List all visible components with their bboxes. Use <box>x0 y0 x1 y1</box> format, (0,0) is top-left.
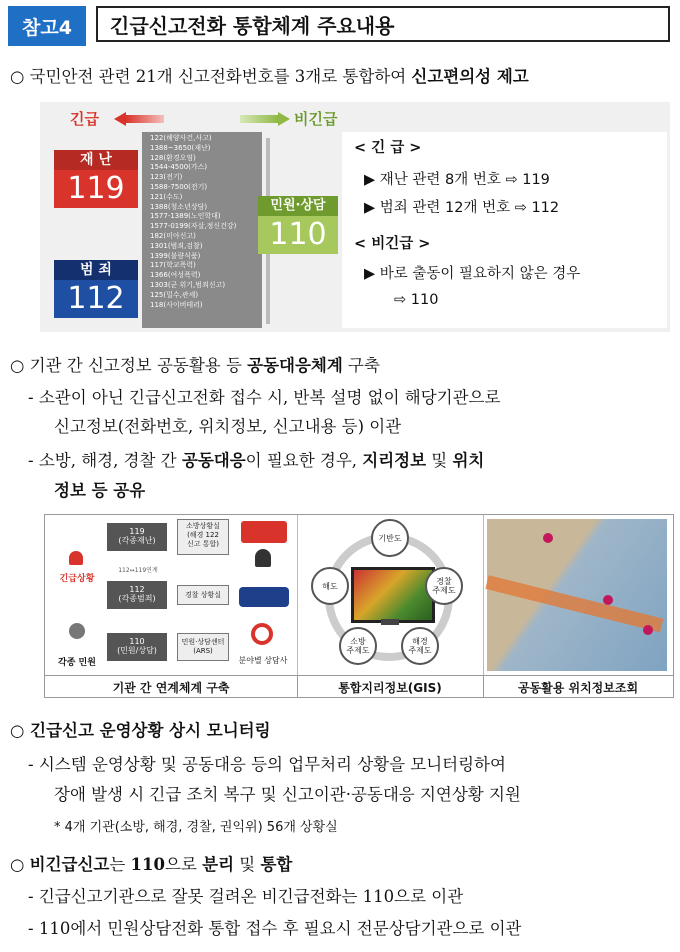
bullet: ○ <box>10 67 25 86</box>
section1-heading <box>10 64 529 90</box>
siren-icon <box>69 551 83 565</box>
list-item: 1301(범죄,검찰) <box>150 241 203 250</box>
text: - 소방, 해경, 경찰 간 <box>28 451 182 470</box>
section1-text: 국민안전 관련 21개 신고전화번호를 3개로 통합하여 <box>29 67 412 86</box>
gis-map-monitor <box>351 567 435 623</box>
section2-text: 기관 간 신고정보 공동활용 등 <box>29 356 248 375</box>
section2-detail: - 소관이 아닌 긴급신고전화 접수 시, 반복 설명 없이 해당기관으로 <box>28 388 501 407</box>
text: 및 <box>426 451 453 470</box>
emphasis: 공동대응 <box>181 451 246 470</box>
text: 으로 <box>165 855 203 874</box>
bullet: ○ <box>10 721 25 740</box>
list-item: 1577-1389(노인학대) <box>150 212 221 221</box>
emphasis: 지리정보 <box>362 451 427 470</box>
list-item: 1388(청소년상담) <box>150 202 208 211</box>
list-item: 1366(여성폭력) <box>150 271 201 280</box>
section2-detail: 정보 등 공유 <box>54 481 146 500</box>
list-item: 117(학교폭력) <box>150 261 196 270</box>
list-item: 128(환경오염) <box>150 153 196 162</box>
list-item: 1303(군 위기,범죄신고) <box>150 280 226 289</box>
map-pin-icon <box>603 595 613 605</box>
link-label: 112↔119연계 <box>118 567 158 574</box>
civil-complaint-label: 각종 민원 <box>58 658 96 668</box>
summary-item: ⇨ 110 <box>394 292 439 308</box>
section2-detail: 신고정보(전화번호, 위치정보, 신고내용 등) 이관 <box>54 417 402 436</box>
map-pin-icon <box>643 625 653 635</box>
page-title: 긴급신고전화 통합체계 주요내용 <box>96 6 670 42</box>
linkage-panel <box>45 515 298 675</box>
fire-theme-node: 소방 주제도 <box>339 627 377 665</box>
text: 및 <box>234 855 261 874</box>
emergency-heading: < 긴 급 > <box>354 140 422 156</box>
arrow-shaft <box>126 115 164 123</box>
text: 이 필요한 경우, <box>245 451 363 470</box>
bullet: ○ <box>10 855 25 874</box>
gis-panel <box>297 515 484 675</box>
list-item: 118(사이버테러) <box>150 300 203 309</box>
police-control-room-box: 경찰 상황실 <box>177 585 229 605</box>
number-integration-figure <box>40 102 670 332</box>
person-icon <box>69 623 85 639</box>
section3-title: 긴급신고 운영상황 상시 모니터링 <box>30 721 271 740</box>
list-item: 1577-0199(자살,정신건강) <box>150 222 237 231</box>
base-map-node: 기반도 <box>371 519 409 557</box>
police-car-icon <box>239 587 289 607</box>
list-item: 121(수도) <box>150 192 183 201</box>
reference-tag: 참고4 <box>8 6 86 46</box>
disaster-number: 119 <box>54 170 138 208</box>
section3-footnote: * 4개 기관(소방, 해경, 경찰, 권익위) 56개 상황실 <box>54 820 338 835</box>
civil-number: 110 <box>258 216 338 254</box>
caption-location: 공동활용 위치정보조회 <box>483 675 673 698</box>
section4-detail: - 110에서 민원상담전화 통합 접수 후 필요시 전문상담기관으로 이관 <box>28 919 522 938</box>
summary-item: ▶ 바로 출동이 필요하지 않은 경우 <box>364 266 581 282</box>
police-officer-icon <box>255 549 271 567</box>
caption-linkage: 기관 간 연계체계 구축 <box>45 675 298 698</box>
crime-number: 112 <box>54 280 138 318</box>
emergency-label: 긴급 <box>70 110 99 128</box>
section2-emphasis: 공동대응체계 <box>247 356 343 375</box>
list-item: 182(미아신고) <box>150 231 196 240</box>
fire-truck-icon <box>241 521 287 543</box>
phone-number-list <box>150 134 260 310</box>
list-item: 1388~3650(재난) <box>150 143 211 152</box>
section3-detail: - 시스템 운영상황 및 공동대응 등의 업무처리 상황을 모니터링하여 <box>28 755 506 774</box>
summary-item: ▶ 범죄 관련 12개 번호 ⇨ 112 <box>364 200 560 216</box>
sea-chart-node: 해도 <box>311 567 349 605</box>
emphasis: 위치 <box>452 451 485 470</box>
civil-label: 민원·상담 <box>258 196 338 216</box>
box-119: 119 (각종재난) <box>107 523 167 551</box>
coastguard-theme-node: 해경 주제도 <box>401 627 439 665</box>
list-item: 1399(불량식품) <box>150 251 201 260</box>
emphasis: 통합 <box>260 855 293 874</box>
location-panel <box>483 515 673 675</box>
emphasis: 분리 <box>202 855 235 874</box>
crime-label: 범 죄 <box>54 260 138 280</box>
counselor-label: 분야별 상담사 <box>238 656 288 665</box>
list-item: 123(전기) <box>150 173 183 182</box>
non-emergency-heading: < 비긴급 > <box>354 236 431 252</box>
summary-panel <box>342 132 667 328</box>
list-item: 1544-4500(가스) <box>150 163 208 172</box>
arrow-shaft <box>240 115 278 123</box>
section4-heading <box>10 852 292 878</box>
list-item: 1588-7500(전기) <box>150 182 208 191</box>
emergency-situation-label: 긴급상황 <box>59 574 95 584</box>
monitor-stand <box>381 619 399 625</box>
section1-emphasis: 신고편의성 제고 <box>411 67 529 86</box>
summary-item: ▶ 재난 관련 8개 번호 ⇨ 119 <box>364 172 550 188</box>
section3-heading <box>10 718 271 744</box>
left-arrow-icon <box>114 112 126 126</box>
section3-detail: 장애 발생 시 긴급 조치 복구 및 신고이관·공동대응 지연상황 지원 <box>54 785 521 804</box>
section2-text: 구축 <box>342 356 380 375</box>
civil-center-box: 민원·상담센터 (ARS) <box>177 633 229 661</box>
caption-gis: 통합지리정보(GIS) <box>297 675 484 698</box>
list-item: 122(해양사건,사고) <box>150 134 212 142</box>
non-emergency-label: 비긴급 <box>294 110 338 128</box>
section4-detail: - 긴급신고기관으로 잘못 걸려온 비긴급전화는 110으로 이관 <box>28 887 464 906</box>
right-arrow-icon <box>278 112 290 126</box>
emphasis: 110 <box>130 855 165 874</box>
emphasis: 비긴급신고 <box>29 855 110 874</box>
box-112: 112 (각종범죄) <box>107 581 167 609</box>
list-item: 125(밀수,관세) <box>150 290 199 299</box>
text: 는 <box>109 855 131 874</box>
section2-heading <box>10 353 380 379</box>
cooperation-figure <box>44 514 674 698</box>
police-theme-node: 경찰 주제도 <box>425 567 463 605</box>
disaster-label: 재 난 <box>54 150 138 170</box>
header <box>8 6 672 46</box>
map-pin-icon <box>543 533 553 543</box>
fire-control-room-box: 소방상황실 (해경 122 신고 통합) <box>177 519 229 555</box>
box-110: 110 (민원/상담) <box>107 633 167 661</box>
headset-icon <box>251 623 273 645</box>
section2-detail <box>28 448 484 474</box>
bullet: ○ <box>10 356 25 375</box>
